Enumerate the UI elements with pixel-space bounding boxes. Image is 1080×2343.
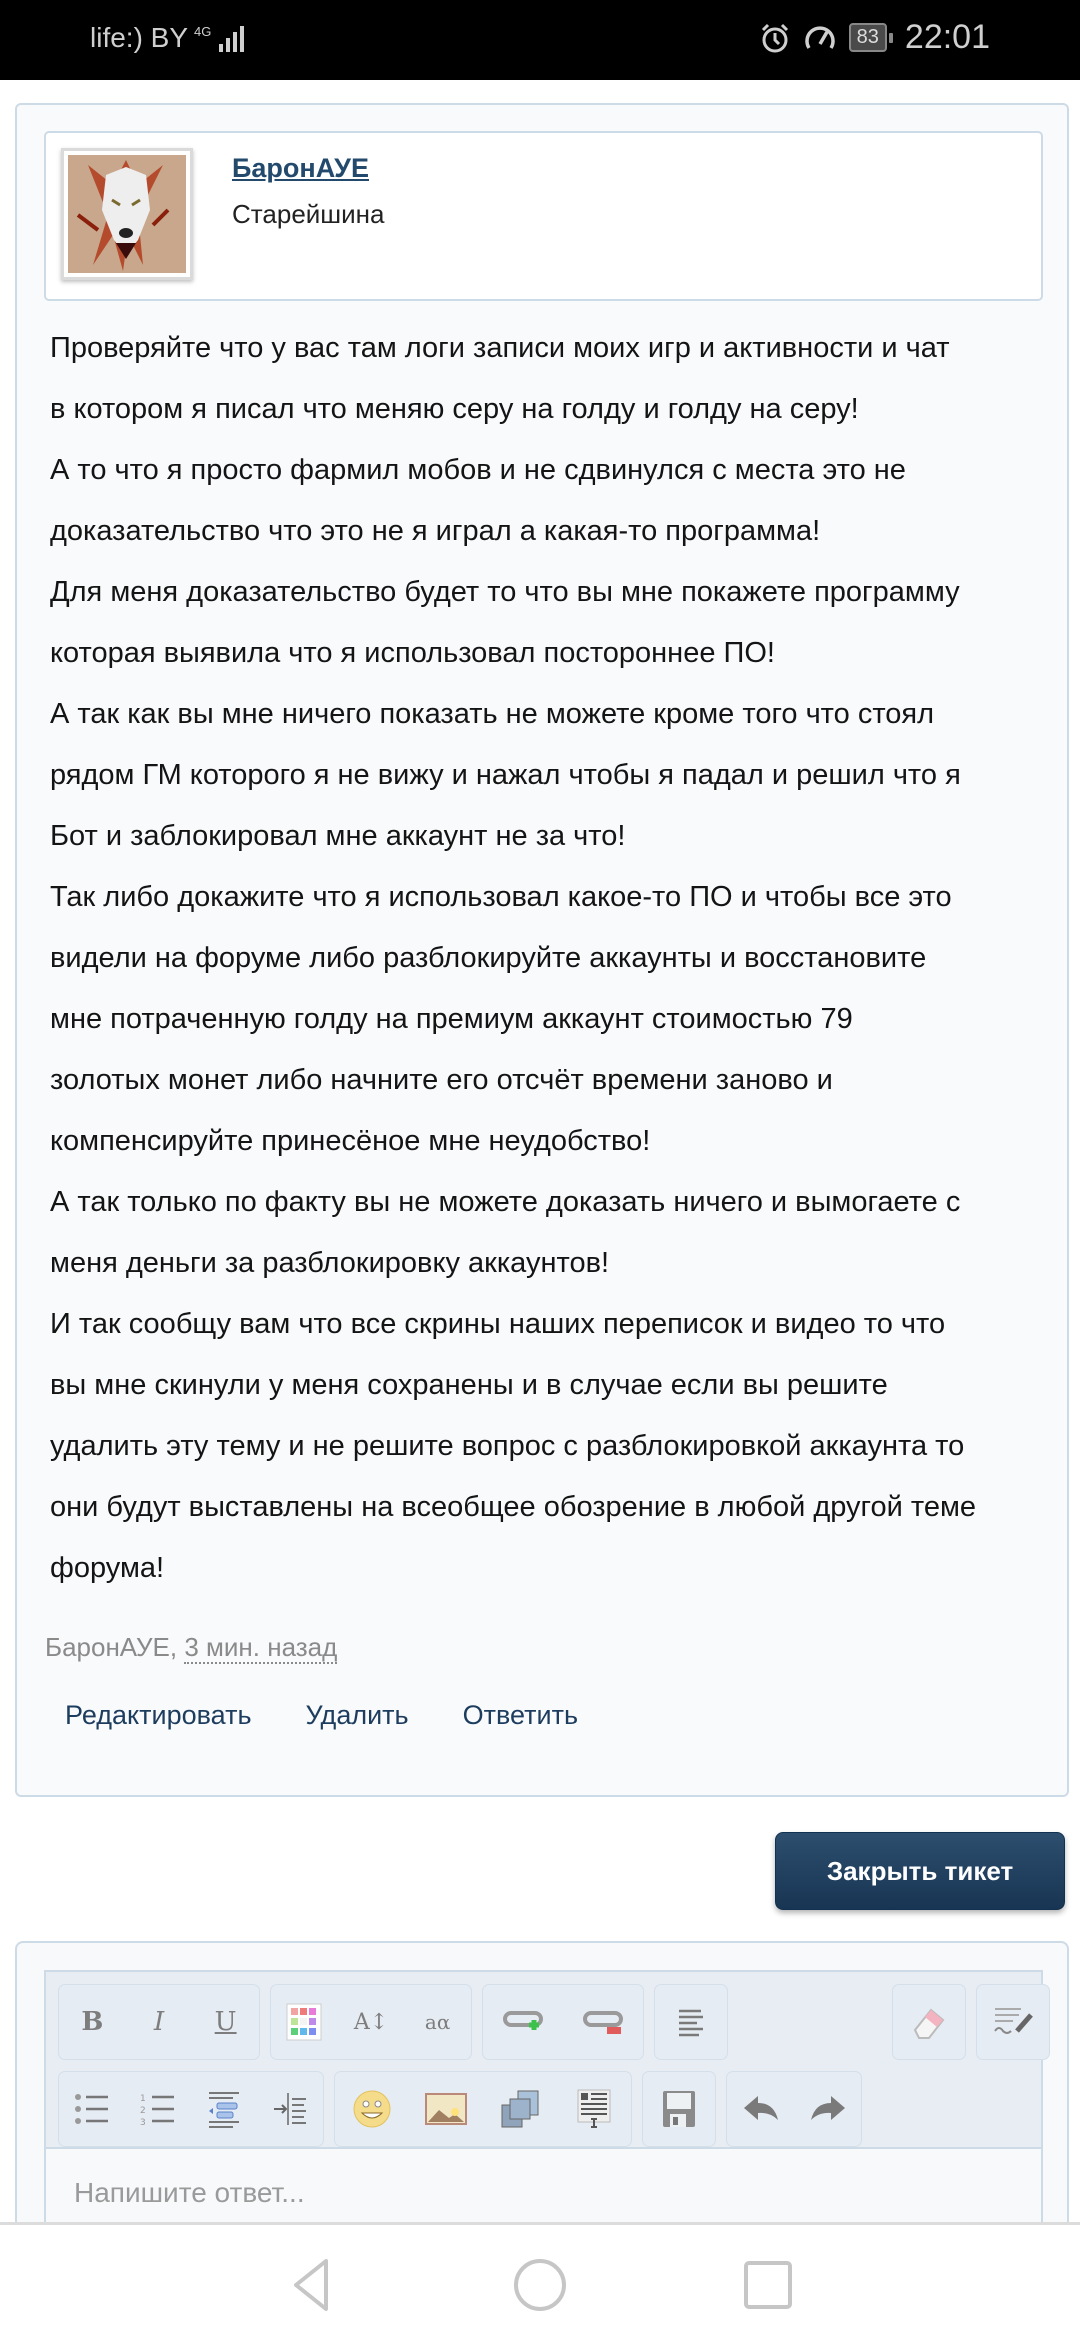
outdent-icon[interactable] (202, 2087, 246, 2131)
back-icon[interactable] (282, 2255, 342, 2315)
post-line: Так либо докажите что я использовал какое-то ПО и чтобы все это (50, 881, 952, 913)
post-line: Для меня доказательство будет то что вы мне покажете программу (50, 576, 960, 608)
post-line: удалить эту тему и не решите вопрос с разблокировкой аккаунта то (50, 1430, 965, 1462)
carrier-name: life:) BY (90, 22, 189, 53)
signature-icon[interactable] (991, 2000, 1035, 2044)
toolbar-group-font (270, 1984, 472, 2060)
remove-link-icon[interactable] (581, 2000, 625, 2044)
author-title: Старейшина (232, 199, 385, 229)
status-bar (0, 0, 1080, 80)
text-color-icon[interactable] (282, 2000, 326, 2044)
editor-toolbar (46, 1972, 1041, 2149)
insert-media-icon[interactable] (498, 2087, 542, 2131)
post-line: которая выявила что я использовал постороннее ПО! (50, 637, 775, 669)
post-line: А то что я просто фармил мобов и не сдвинулся с места это не (50, 454, 906, 486)
svg-text:2: 2 (140, 2106, 146, 2116)
post-line: форума! (50, 1552, 165, 1584)
post-line: мне потраченную голду на премиум аккаунт стоимостью 79 (50, 1003, 853, 1035)
smiley-icon[interactable] (350, 2087, 394, 2131)
clock: 22:01 (904, 18, 990, 56)
eraser-icon[interactable] (907, 2000, 951, 2044)
font-size-icon[interactable]: A↕ (353, 2009, 389, 2035)
post-line: в котором я писал что меняю серу на голду и голду на серу! (50, 393, 859, 425)
insert-link-icon[interactable] (501, 2000, 545, 2044)
close-ticket-button[interactable]: Закрыть тикет (775, 1832, 1065, 1910)
reply-input[interactable]: Напишите ответ... (74, 2177, 305, 2208)
post-line: рядом ГМ которого я не вижу и нажал чтобы я падал и решил что я (50, 759, 961, 791)
post-line: они будут выставлены на всеобщее обозрение в любой другой теме (50, 1491, 977, 1523)
quote-icon[interactable] (572, 2087, 616, 2131)
undo-icon[interactable] (739, 2087, 783, 2131)
numbered-list-icon[interactable] (136, 2087, 180, 2131)
carrier-info (90, 22, 247, 54)
post-timestamp[interactable]: 3 мин. назад (184, 1632, 338, 1662)
post-line: И так сообщу вам что все скрины наших переписок и видео то что (50, 1308, 946, 1340)
post-actions (65, 1700, 578, 1731)
font-family-icon[interactable]: aα (424, 2010, 451, 2034)
toolbar-group-text-style (58, 1984, 260, 2060)
reply-button[interactable]: Ответить (462, 1700, 579, 1730)
alarm-icon (759, 22, 791, 54)
reply-editor (15, 1941, 1069, 2222)
delete-button[interactable]: Удалить (305, 1700, 409, 1730)
post-line: Проверяйте что у вас там логи записи моих игр и активности и чат (50, 332, 950, 364)
toolbar-group-lists (58, 2071, 324, 2147)
post-line: вы мне скинули у меня сохранены и в случае если вы решите (50, 1369, 888, 1401)
battery-icon (849, 23, 893, 52)
post-body (50, 318, 1050, 1599)
page-content (0, 80, 1080, 2222)
toolbar-group-signature (976, 1984, 1050, 2060)
toolbar-group-history (726, 2071, 862, 2147)
post-line: видели на форуме либо разблокируйте аккаунты и восстановите (50, 942, 927, 974)
wolf-avatar-image (68, 155, 186, 273)
post-line: А так как вы мне ничего показать не можете кроме того что стоял (50, 698, 935, 730)
toolbar-group-clear (892, 1984, 966, 2060)
author-name-link[interactable]: БаронАУЕ (232, 153, 369, 183)
post-line: Бот и заблокировал мне аккаунт не за что! (50, 820, 626, 852)
toolbar-group-link (482, 1984, 644, 2060)
align-left-icon[interactable] (669, 2000, 713, 2044)
post-line: меня деньги за разблокировку аккаунтов! (50, 1247, 610, 1279)
post-line: компенсируйте принесёное мне неудобство! (50, 1125, 651, 1157)
author-card (44, 131, 1043, 301)
post-line: золотых монет либо начните его отсчёт времени заново и (50, 1064, 833, 1096)
save-draft-icon[interactable] (657, 2087, 701, 2131)
redo-icon[interactable] (806, 2087, 850, 2131)
status-icons (759, 18, 990, 57)
insert-image-icon[interactable] (424, 2087, 468, 2131)
indent-icon[interactable] (268, 2087, 312, 2131)
speed-icon (803, 22, 837, 54)
system-nav-bar (0, 2222, 1080, 2343)
recents-icon[interactable] (738, 2255, 798, 2315)
network-type: 4G (194, 23, 212, 39)
battery-level: 83 (849, 23, 887, 52)
svg-text:1: 1 (140, 2094, 146, 2104)
ticket-post (15, 103, 1069, 1797)
home-icon[interactable] (510, 2255, 570, 2315)
svg-text:3: 3 (140, 2118, 146, 2126)
meta-author: БаронАУЕ, (45, 1632, 178, 1662)
editor-frame (44, 1970, 1043, 2222)
toolbar-group-save (642, 2071, 716, 2147)
toolbar-group-insert (334, 2071, 632, 2147)
post-line: доказательство что это не я играл а какая-то программа! (50, 515, 821, 547)
post-line: А так только по факту вы не можете доказать ничего и вымогаете с (50, 1186, 961, 1218)
bulleted-list-icon[interactable] (70, 2087, 114, 2131)
italic-icon[interactable]: I (153, 2007, 165, 2037)
bold-icon[interactable]: B (81, 2007, 104, 2037)
signal-icon (217, 24, 247, 52)
edit-button[interactable]: Редактировать (65, 1700, 252, 1730)
post-meta (45, 1632, 337, 1663)
avatar[interactable] (61, 148, 193, 280)
toolbar-group-align (654, 1984, 728, 2060)
underline-icon[interactable]: U (214, 2007, 237, 2037)
